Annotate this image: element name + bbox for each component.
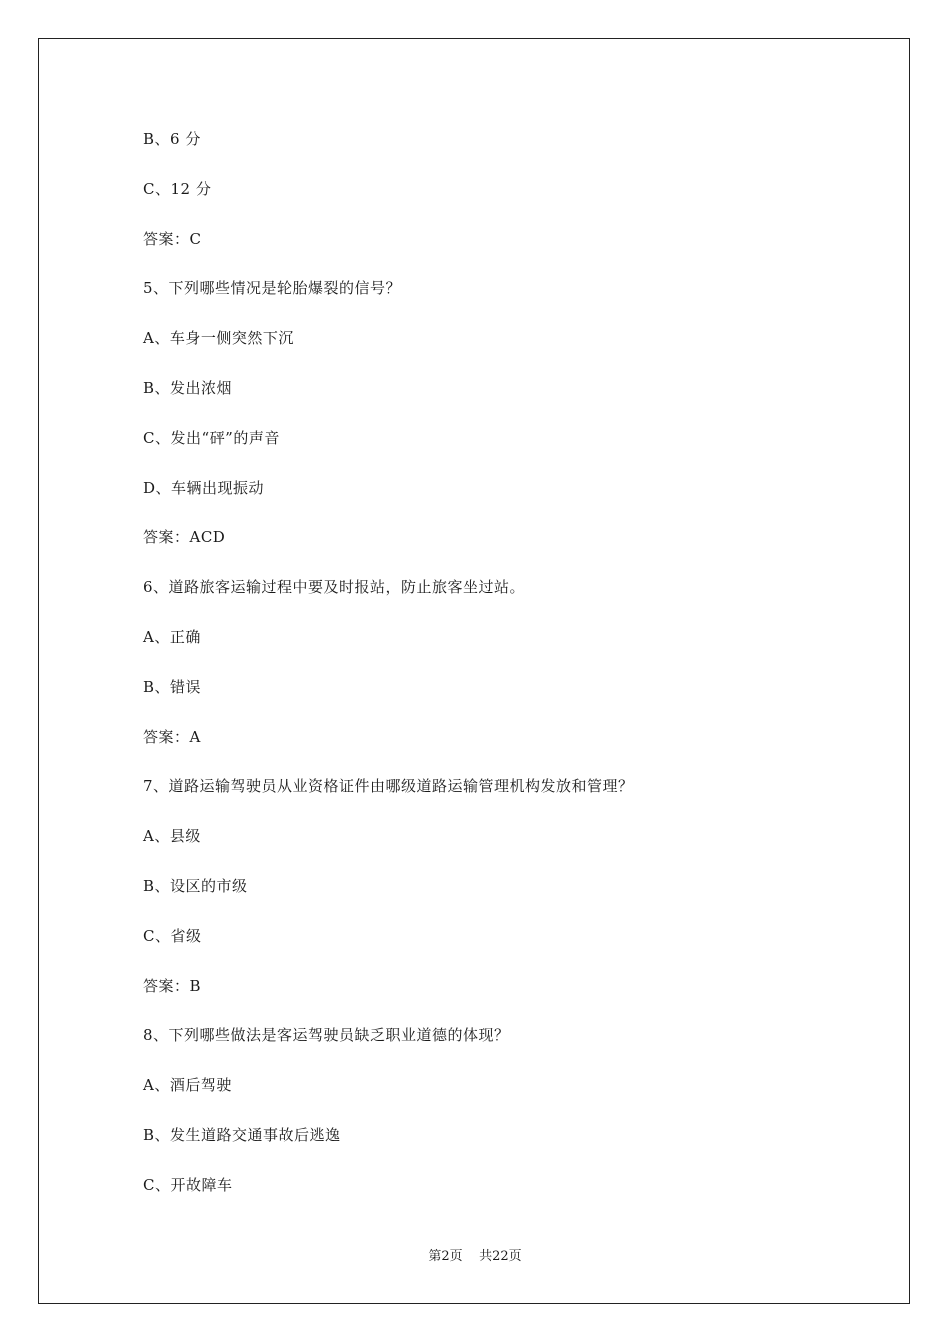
question-6: 6、道路旅客运输过程中要及时报站，防止旅客坐过站。 [143,578,526,597]
page-total: 共22页 [479,1249,522,1264]
option-c: C、12 分 [143,179,212,198]
answer: 答案：B [143,976,202,995]
option-b: B、6 分 [143,130,201,148]
question-7: 7、道路运输驾驶员从业资格证件由哪级道路运输管理机构发放和管理？ [143,777,634,796]
document-body [143,125,863,1221]
answer: 答案：A [143,727,201,746]
option-c: C、开故障车 [143,1175,233,1194]
option-a: A、车身一侧突然下沉 [143,329,294,348]
option-d: D、车辆出现振动 [143,478,265,497]
question-8: 8、下列哪些做法是客运驾驶员缺乏职业道德的体现？ [143,1026,510,1045]
question-5: 5、下列哪些情况是轮胎爆裂的信号？ [143,279,402,298]
option-a: A、正确 [143,627,201,646]
option-a: A、酒后驾驶 [143,1076,232,1095]
option-b: B、发生道路交通事故后逃逸 [143,1125,341,1144]
option-c: C、发出“砰”的声音 [143,428,280,447]
page-footer [0,1247,950,1267]
page-number: 第2页 [428,1249,463,1264]
option-b: B、发出浓烟 [143,378,233,397]
option-c: C、省级 [143,926,202,945]
option-b: B、设区的市级 [143,876,248,895]
answer: 答案：ACD [143,528,226,547]
answer: 答案：C [143,229,202,248]
option-a: A、县级 [143,827,201,846]
option-b: B、错误 [143,677,202,696]
